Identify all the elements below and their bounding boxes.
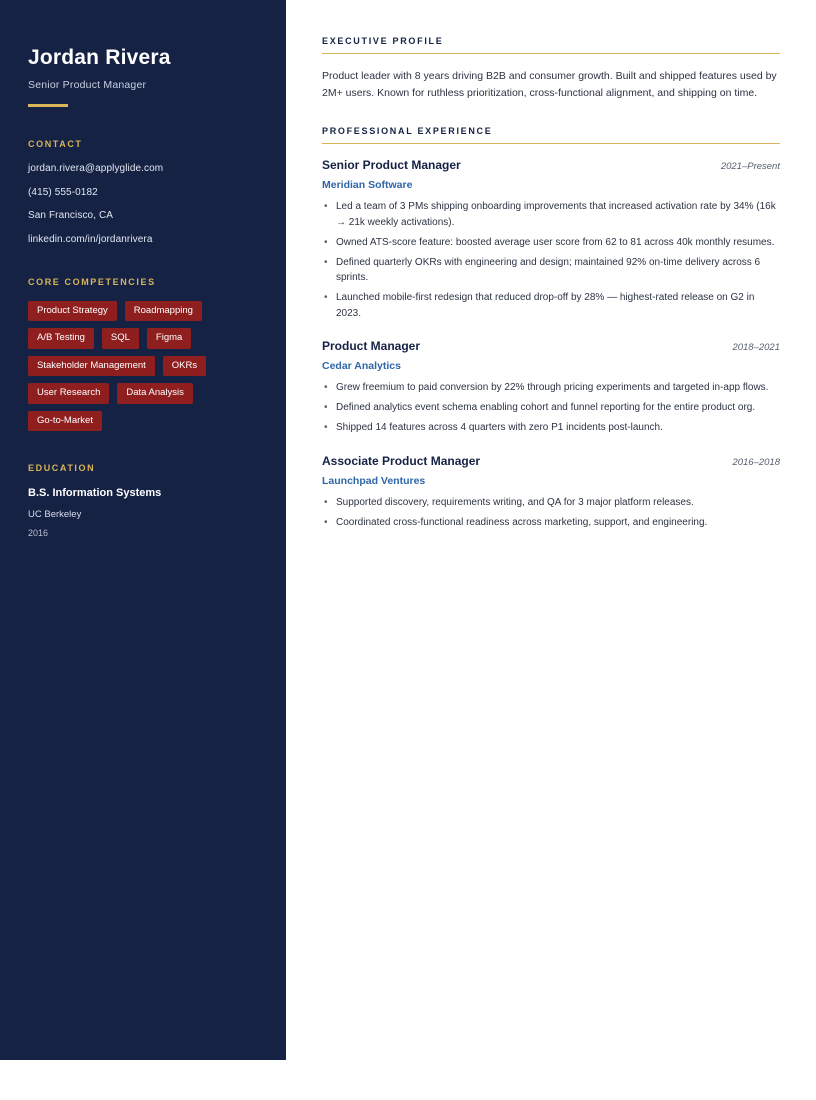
- education-degree: B.S. Information Systems: [28, 487, 162, 499]
- job-bullet: • Launched mobile-first redesign that reduced drop-off by 28% — highest-rated release on G2 in 2023.: [322, 290, 780, 321]
- competency-chip: Data Analysis: [117, 383, 193, 404]
- job-bullet: • Coordinated cross-functional readiness across marketing, support, and engineering.: [322, 515, 780, 531]
- candidate-name: Jordan Rivera: [28, 46, 171, 69]
- experience-entry: [322, 339, 780, 436]
- job-bullet-list: [322, 495, 780, 531]
- competencies-heading: CORE COMPETENCIES: [28, 276, 156, 287]
- competency-chip: A/B Testing: [28, 328, 94, 349]
- job-dates: 2021–Present: [720, 161, 780, 172]
- job-company: Launchpad Ventures: [322, 474, 426, 487]
- job-bullet: • Supported discovery, requirements writing, and QA for 3 major platform releases.: [322, 495, 780, 511]
- job-dates: 2016–2018: [732, 456, 780, 468]
- education-school: UC Berkeley: [28, 509, 82, 520]
- job-bullet: • Owned ATS-score feature: boosted average user score from 62 to 81 across 40k monthly resumes.: [322, 235, 780, 251]
- competency-chip: Stakeholder Management: [28, 356, 155, 377]
- experience-section-heading: PROFESSIONAL EXPERIENCE: [322, 126, 780, 144]
- job-bullet: • Shipped 14 features across 4 quarters with zero P1 incidents post-launch.: [322, 420, 780, 436]
- experience-entry-header: [322, 454, 780, 468]
- competency-chip: OKRs: [163, 356, 206, 377]
- job-title: Senior Product Manager: [322, 158, 461, 172]
- job-company: Meridian Software: [322, 179, 413, 191]
- education-year: 2016: [28, 528, 49, 538]
- experience-entry-header: [322, 339, 780, 353]
- contact-location: San Francisco, CA: [28, 210, 114, 221]
- competency-chip: SQL: [102, 328, 139, 349]
- job-title: Associate Product Manager: [322, 453, 481, 468]
- job-bullet: • Defined quarterly OKRs with engineering and design; maintained 92% on-time delivery across 6 sprints.: [322, 255, 780, 286]
- competency-chip: Figma: [147, 328, 191, 349]
- job-dates: 2018–2021: [732, 342, 780, 353]
- job-bullet-list: [322, 380, 780, 436]
- candidate-role: Senior Product Manager: [28, 79, 147, 91]
- competency-chip: Roadmapping: [125, 301, 202, 322]
- gold-divider: [28, 104, 68, 107]
- profile-section-heading: EXECUTIVE PROFILE: [322, 36, 780, 54]
- job-company: Cedar Analytics: [322, 360, 401, 372]
- experience-entry: [322, 454, 780, 531]
- job-bullet: • Led a team of 3 PMs shipping onboarding improvements that increased activation rate by 34% (16k → 21k weekly activations).: [322, 199, 780, 230]
- experience-entry-header: [322, 158, 780, 172]
- sidebar: [0, 0, 286, 1060]
- main-content: [286, 0, 816, 1100]
- job-title: Product Manager: [322, 339, 421, 353]
- contact-linkedin[interactable]: linkedin.com/in/jordanrivera: [28, 233, 153, 245]
- competency-chip: Product Strategy: [28, 301, 117, 322]
- competency-chip-list: [28, 301, 258, 432]
- job-bullet-list: [322, 199, 780, 321]
- competency-chip: Go-to-Market: [28, 411, 102, 432]
- job-bullet: • Grew freemium to paid conversion by 22% through pricing experiments and targeted in-app flows.: [322, 380, 780, 396]
- experience-entry: [322, 158, 780, 321]
- contact-email[interactable]: jordan.rivera@applyglide.com: [28, 163, 164, 174]
- job-bullet: • Defined analytics event schema enabling cohort and funnel reporting for the entire product org.: [322, 400, 780, 416]
- competency-chip: User Research: [28, 383, 109, 404]
- profile-summary: Product leader with 8 years driving B2B and consumer growth. Built and shipped features used by 2M+ users. Known for ruthless prioritization, cross-functional alignment, and shipping on time.: [322, 70, 777, 99]
- education-heading: EDUCATION: [28, 463, 96, 473]
- contact-heading: CONTACT: [28, 139, 83, 149]
- contact-phone[interactable]: (415) 555-0182: [28, 186, 98, 198]
